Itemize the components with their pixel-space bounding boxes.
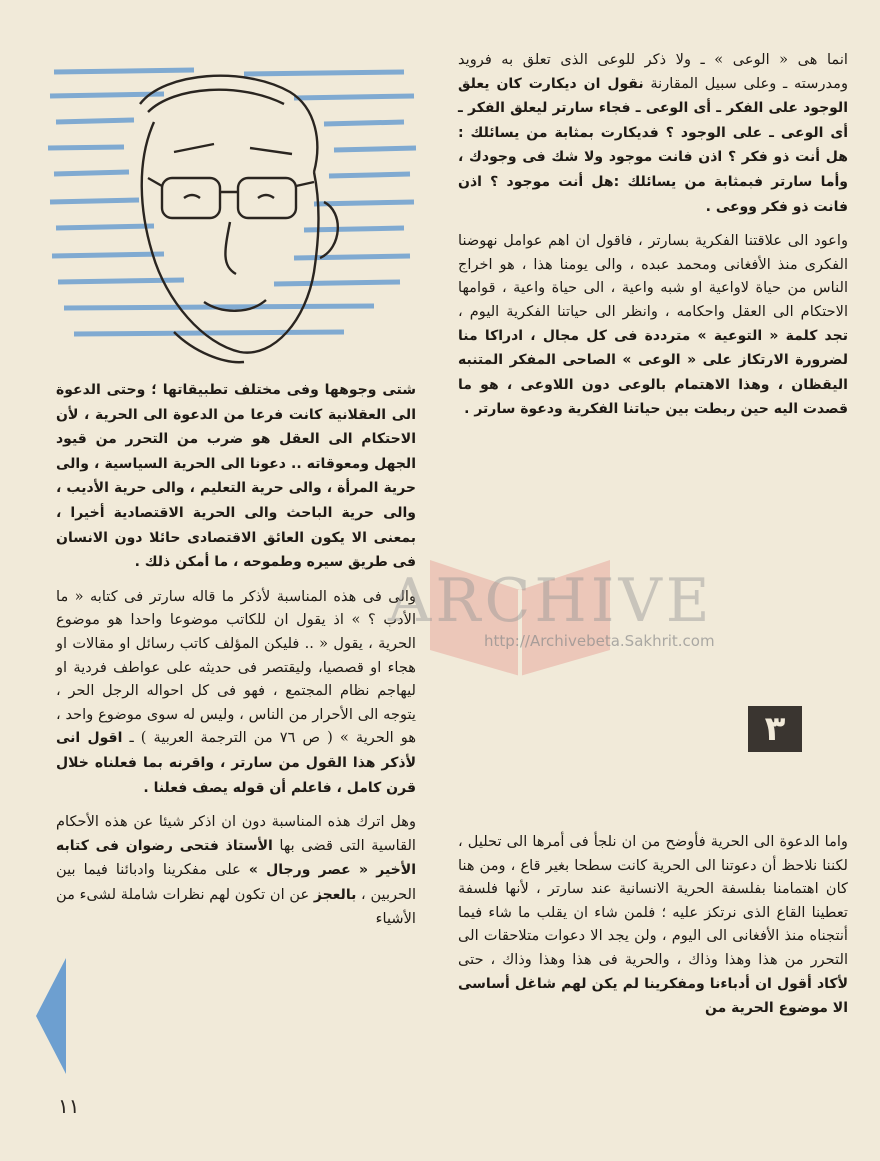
text-run: واعود الى علاقتنا الفكرية بسارتر ، فاقول ان اهم عوامل نهوضنا الفكرى منذ الأفغانى ومحمد عبده ، والى يومنا هذا ، هو اخراج الناس من حياة لاواعية او شبه واعية ، الى حياة واعية ، قوامها الاحتكام الى العقل واحكامه ، وانظر الى حياتنا الفكرية اليوم ، [458, 232, 848, 320]
paragraph [56, 585, 416, 800]
text-run: واما الدعوة الى الحرية فأوضح من ان نلجأ فى أمرها الى تحليل ، لكننا نلاحظ أن دعوتنا الى الحرية كانت سطحا بغير قاع ، ومن هنا كان اهتمامنا بفلسفة الحرية الانسانية عند سارتر ، لأنها فلسفة تعطينا القاع الذى نرتكز عليه ؛ فلمن شاء ان يقلب ما شاء فيما أنتجناه منذ الأفغانى الى اليوم ، ولن يجد الا دعوات متلاحقات الى التحرر من هذا وهذا وذاك ، والحرية فى هذا وهذا وذاك ، حتى [458, 833, 848, 968]
paragraph [458, 830, 848, 1021]
paragraph [56, 378, 416, 575]
side-tab-triangle-icon [36, 958, 66, 1074]
bold-text-run: نقول ان ديكارت كان يعلق الوجود على الفكر ـ أى الوعى ـ فجاء سارتر ليعلق الفكر ـ أى الوعى ـ على الوجود ؟ فديكارت بمثابة من يسائلك : هل أنت ذو فكر ؟ اذن فانت موجود ولا شك فى وجودك ، وأما سارتر فبمثابة من يسائلك :هل أنت موجود ؟ اذن فانت ذو فكر ووعى . [458, 75, 848, 215]
text-run: عن ان تكون لهم نظرات شاملة لشىء من الأشياء [56, 885, 416, 928]
paragraph [458, 229, 848, 422]
paragraph [56, 810, 416, 931]
text-run: على مفكرينا وادبائنا فيما بين الحربين ، [56, 861, 416, 903]
text-run: وهل اترك هذه المناسبة دون ان اذكر شيئا عن هذه الأحكام القاسية التى قضى بها [56, 813, 416, 854]
bold-text-run: اقول انى لأذكر هذا القول من سارتر ، واقرنه بما فعلناه خلال قرن كامل ، فاعلم أن قوله يصف فعلنا . [56, 730, 416, 796]
text-run: انما هى « الوعى » ـ ولا ذكر للوعى الذى تعلق به فرويد ومدرسته ـ وعلى سبيل المقارنة [458, 51, 849, 92]
watermark-url: http://Archivebeta.Sakhrit.com [484, 632, 715, 650]
bold-text-run: بالعجز [313, 886, 357, 903]
archive-watermark-book-icon [410, 500, 630, 680]
page-number: ١١ [58, 1094, 80, 1118]
right-column-bottom [458, 830, 848, 1021]
left-column [56, 378, 416, 931]
section-number-box [748, 706, 802, 752]
watermark-text: ARCHIVE [388, 566, 714, 636]
blue-hatching [48, 70, 416, 334]
section-number: ٣ [764, 709, 786, 749]
text-run: والى فى هذه المناسبة لأذكر ما قاله سارتر فى كتابه « ما الأدب ؟ » اذ يقول ان للكاتب موضوعا واحدا هو موضوع الحرية ، يقول « .. فليكن المؤلف كاتب رسائل او مقالات او هجاء او قصصيا، وليقتصر فى حديثه على عواطف فردية او ليهاجم نظام المجتمع ، فهو فى كل احواله الرجل الحر ، يتوجه الى الأحرار من الناس ، وليس له سوى موضوع واحد ، هو الحرية » ( ص ٧٦ من الترجمة العربية ) ـ [56, 587, 417, 747]
bold-text-run: لأكاد أقول ان أدباءنا ومفكرينا لم يكن لهم شاغل أساسى الا موضوع الحرية من [458, 975, 848, 1017]
right-column-top [458, 48, 848, 422]
portrait-illustration [44, 52, 420, 368]
paragraph [458, 48, 848, 219]
bold-text-run: الأستاذ فتحى رضوان فى كتابه الأخير « عصر ورجال » [56, 837, 416, 879]
bold-text-run: تجد كلمة « التوعية » مترددة فى كل مجال ، ادراكا منا لضرورة الارتكاز على « الوعى » الصاحى المفكر المتنبه اليقظان ، وهذا الاهتمام بالوعى دون اللاوعى ، هو ما قصدت اليه حين ربطت بين حياتنا الفكرية ودعوة سارتر . [458, 327, 848, 418]
bold-text-run: شتى وجوهها وفى مختلف تطبيقاتها ؛ وحتى الدعوة الى العقلانية كانت فرعا من الدعوة الى الحرية ، لأن الاحتكام الى العقل هو ضرب من التحرر من قيود الجهل ومعوقاته .. دعونا الى الحرية السياسية ، والى حرية المرأة ، والى حرية التعليم ، والى حرية الأديب ، والى حرية الباحث والى الحرية الاقتصادية أخيرا ، بمعنى الا يكون العائق الاقتصادى حائلا دون الانسان فى طريق سيره وطموحه ، ما أمكن ذلك . [56, 382, 416, 571]
face-drawing [140, 76, 338, 362]
